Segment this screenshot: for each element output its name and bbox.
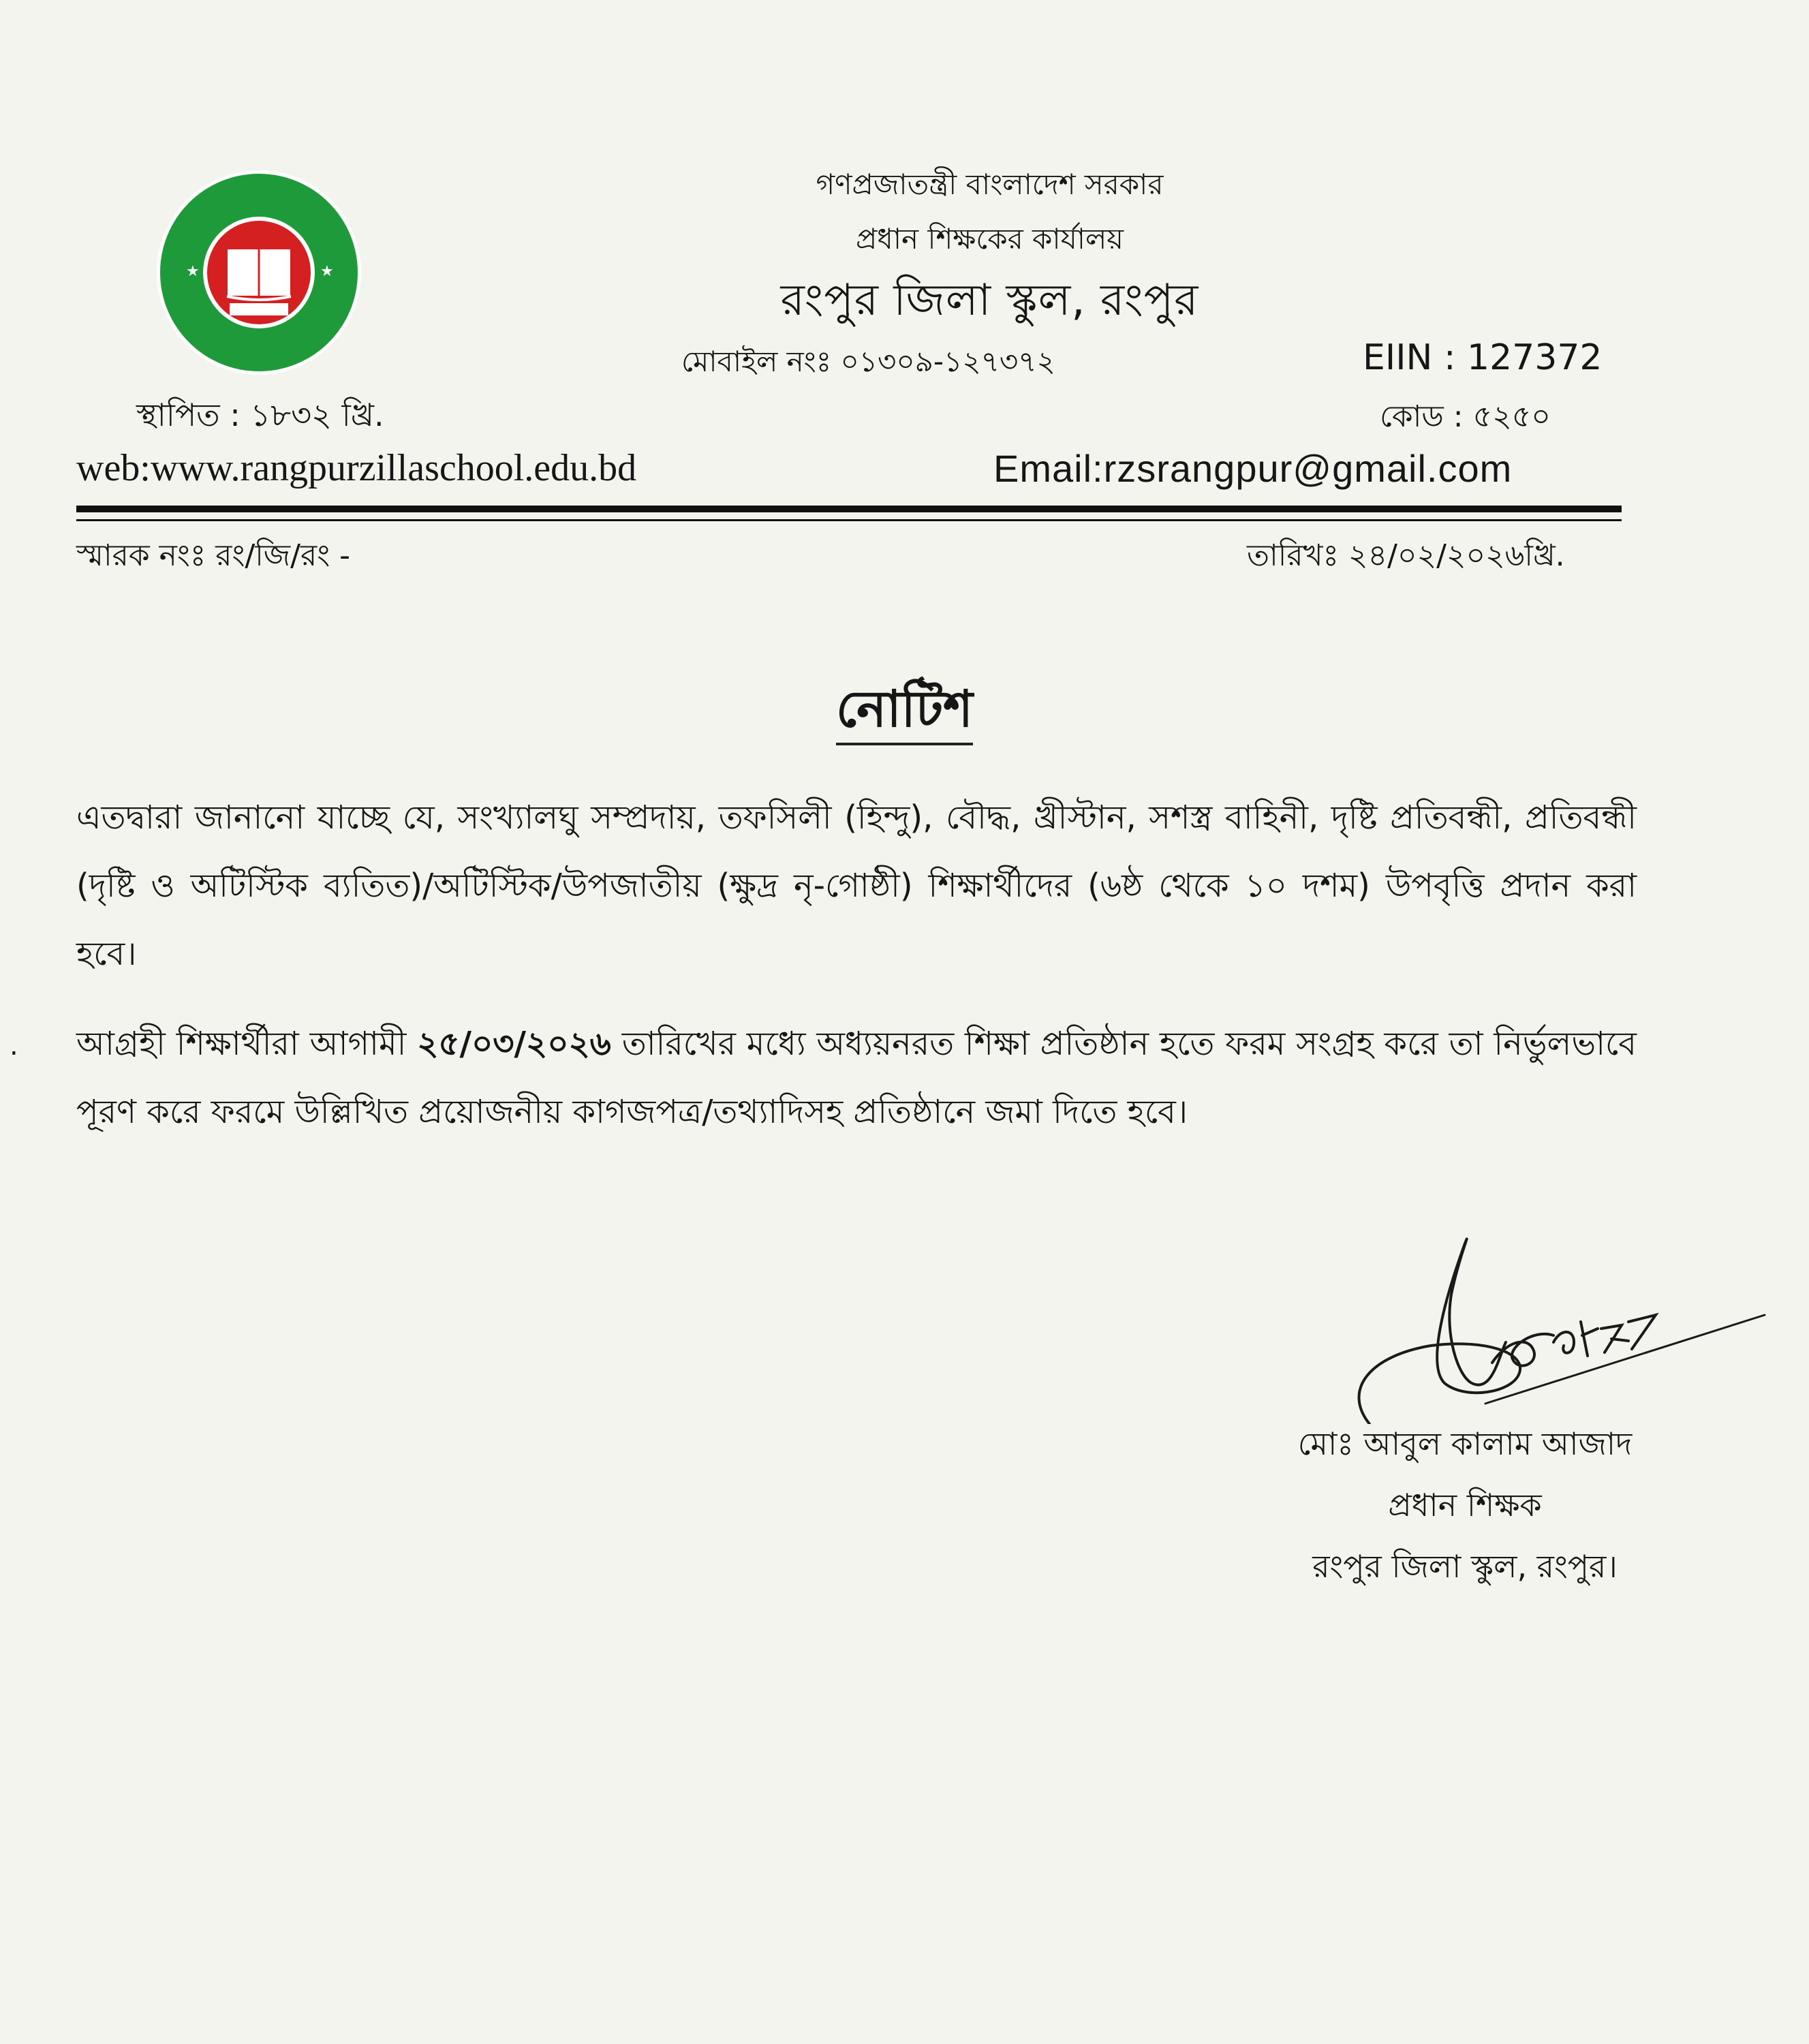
- paragraph-2-text-end: তারিখের মধ্যে অধ্যয়নরত শিক্ষা প্রতিষ্ঠান হতে ফরম সংগ্রহ করে তা নির্ভুলভাবে পূরণ করে ফরমে উল্লিখিত প্রয়োজনীয় কাগজপত্র/তথ্যাদিসহ প্রতিষ্ঠানে জমা দিতে হবে।: [76, 1025, 1637, 1131]
- notice-paragraph-2: [76, 1010, 1637, 1146]
- memo-number: স্মারক নংঃ রং/জি/রং -: [76, 538, 351, 573]
- header-divider-thick: [76, 506, 1622, 512]
- notice-paragraph-1: এতদ্বারা জানানো যাচ্ছে যে, সংখ্যালঘু সম্প্রদায়, তফসিলী (হিন্দু), বৌদ্ধ, খ্রীস্টান, সশস্ত্র বাহিনী, দৃষ্টি প্রতিবন্ধী, প্রতিবন্ধী (দৃষ্টি ও অটিস্টিক ব্যতিত)/অটিস্টিক/উপজাতীয় (ক্ষুদ্র নৃ-গোষ্ঠী) শিক্ষার্থীদের (৬ষ্ঠ থেকে ১০ দশম) উপবৃত্তি প্রদান করা হবে।: [76, 799, 1637, 973]
- mobile-number: মোবাইল নংঃ ০১৩০৯-১২৭৩৭২: [681, 345, 1055, 378]
- notice-title: [0, 671, 1809, 755]
- email-link[interactable]: Email:rzsrangpur@gmail.com: [993, 447, 1513, 490]
- school-code: কোড : ৫২৫০: [1380, 399, 1551, 434]
- signer-designation: প্রধান শিক্ষক: [1388, 1487, 1542, 1523]
- website-link[interactable]: web:www.rangpurzillaschool.edu.bd: [76, 447, 637, 489]
- svg-text:★: ★: [320, 263, 334, 280]
- eiin-number: EIIN : 127372: [1363, 337, 1603, 378]
- signer-institution: রংপুর জিলা স্কুল, রংপুর।: [1312, 1548, 1618, 1585]
- notice-date: তারিখঃ ২৪/০২/২০২৬খ্রি.: [1247, 538, 1565, 573]
- margin-dot: .: [10, 1030, 18, 1062]
- handwritten-signature: [1329, 1220, 1806, 1424]
- government-heading: গণপ্রজাতন্ত্রী বাংলাদেশ সরকার: [816, 168, 1164, 201]
- school-name: রংপুর জিলা স্কুল, রংপুর: [780, 275, 1199, 326]
- signer-name: মোঃ আবুল কালাম আজাদ: [1297, 1425, 1633, 1462]
- svg-text:★: ★: [186, 263, 200, 280]
- notice-title-text: নোটিশ: [836, 680, 973, 745]
- paragraph-2-text-start: আগ্রহী শিক্ষার্থীরা আগামী: [76, 1025, 418, 1063]
- established-year: স্থাপিত : ১৮৩২ খ্রি.: [136, 397, 384, 433]
- office-heading: প্রধান শিক্ষকের কার্যালয়: [855, 222, 1124, 256]
- deadline-date: ২৫/০৩/২০২৬: [417, 1025, 611, 1063]
- header-divider-thin: [76, 519, 1622, 521]
